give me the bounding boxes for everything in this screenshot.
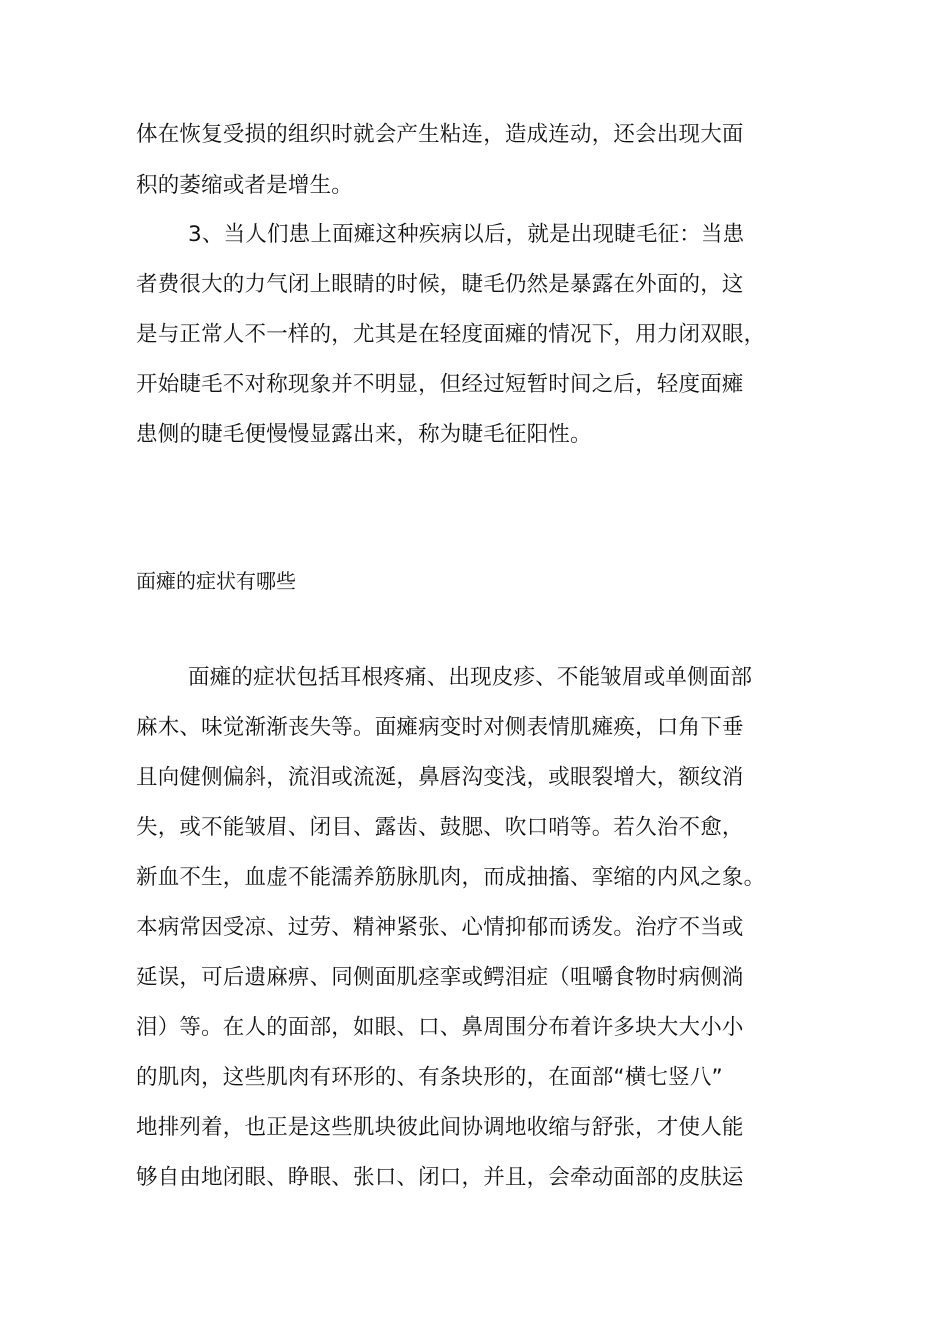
text-line: 患侧的睫毛便慢慢显露出来，称为睫毛征阳性。 — [136, 422, 592, 447]
text-line: 的肌肉，这些肌肉有环形的、有条块形的，在面部“横七竖八” — [136, 1065, 723, 1090]
text-line: 积的萎缩或者是增生。 — [136, 173, 354, 198]
text-line: 地排列着，也正是这些肌块彼此间协调地收缩与舒张，才使人能 — [136, 1115, 744, 1140]
text-line: 够自由地闭眼、睁眼、张口、闭口，并且，会牵动面部的皮肤运 — [136, 1165, 744, 1190]
text-line: 泪）等。在人的面部，如眼、口、鼻周围分布着许多块大大小小 — [136, 1015, 744, 1040]
text-line: 者费很大的力气闭上眼睛的时候，睫毛仍然是暴露在外面的，这 — [136, 272, 744, 297]
text-line: 开始睫毛不对称现象并不明显，但经过短暂时间之后，轻度面瘫 — [136, 372, 744, 397]
text-line: 且向健侧偏斜，流泪或流涎，鼻唇沟变浅，或眼裂增大，额纹消 — [136, 765, 744, 790]
text-line: 是与正常人不一样的，尤其是在轻度面瘫的情况下，用力闭双眼， — [136, 322, 766, 347]
text-line: 延误，可后遗麻痹、同侧面肌痉挛或鳄泪症（咀嚼食物时病侧淌 — [136, 965, 744, 990]
section-heading: 面瘫的症状有哪些 — [136, 569, 296, 593]
text-line: 失，或不能皱眉、闭目、露齿、鼓腮、吹口哨等。若久治不愈， — [136, 815, 744, 840]
text-line: 3、当人们患上面瘫这种疾病以后，就是出现睫毛征：当患 — [188, 222, 745, 247]
text-line: 新血不生，血虚不能濡养筋脉肌肉，而成抽搐、挛缩的内风之象。 — [136, 865, 766, 890]
text-line: 本病常因受凉、过劳、精神紧张、心情抑郁而诱发。治疗不当或 — [136, 915, 744, 940]
text-line: 体在恢复受损的组织时就会产生粘连，造成连动，还会出现大面 — [136, 122, 744, 147]
text-line: 面瘫的症状包括耳根疼痛、出现皮疹、不能皱眉或单侧面部 — [188, 665, 753, 690]
text-line: 麻木、味觉渐渐丧失等。面瘫病变时对侧表情肌瘫痪，口角下垂 — [136, 715, 744, 740]
